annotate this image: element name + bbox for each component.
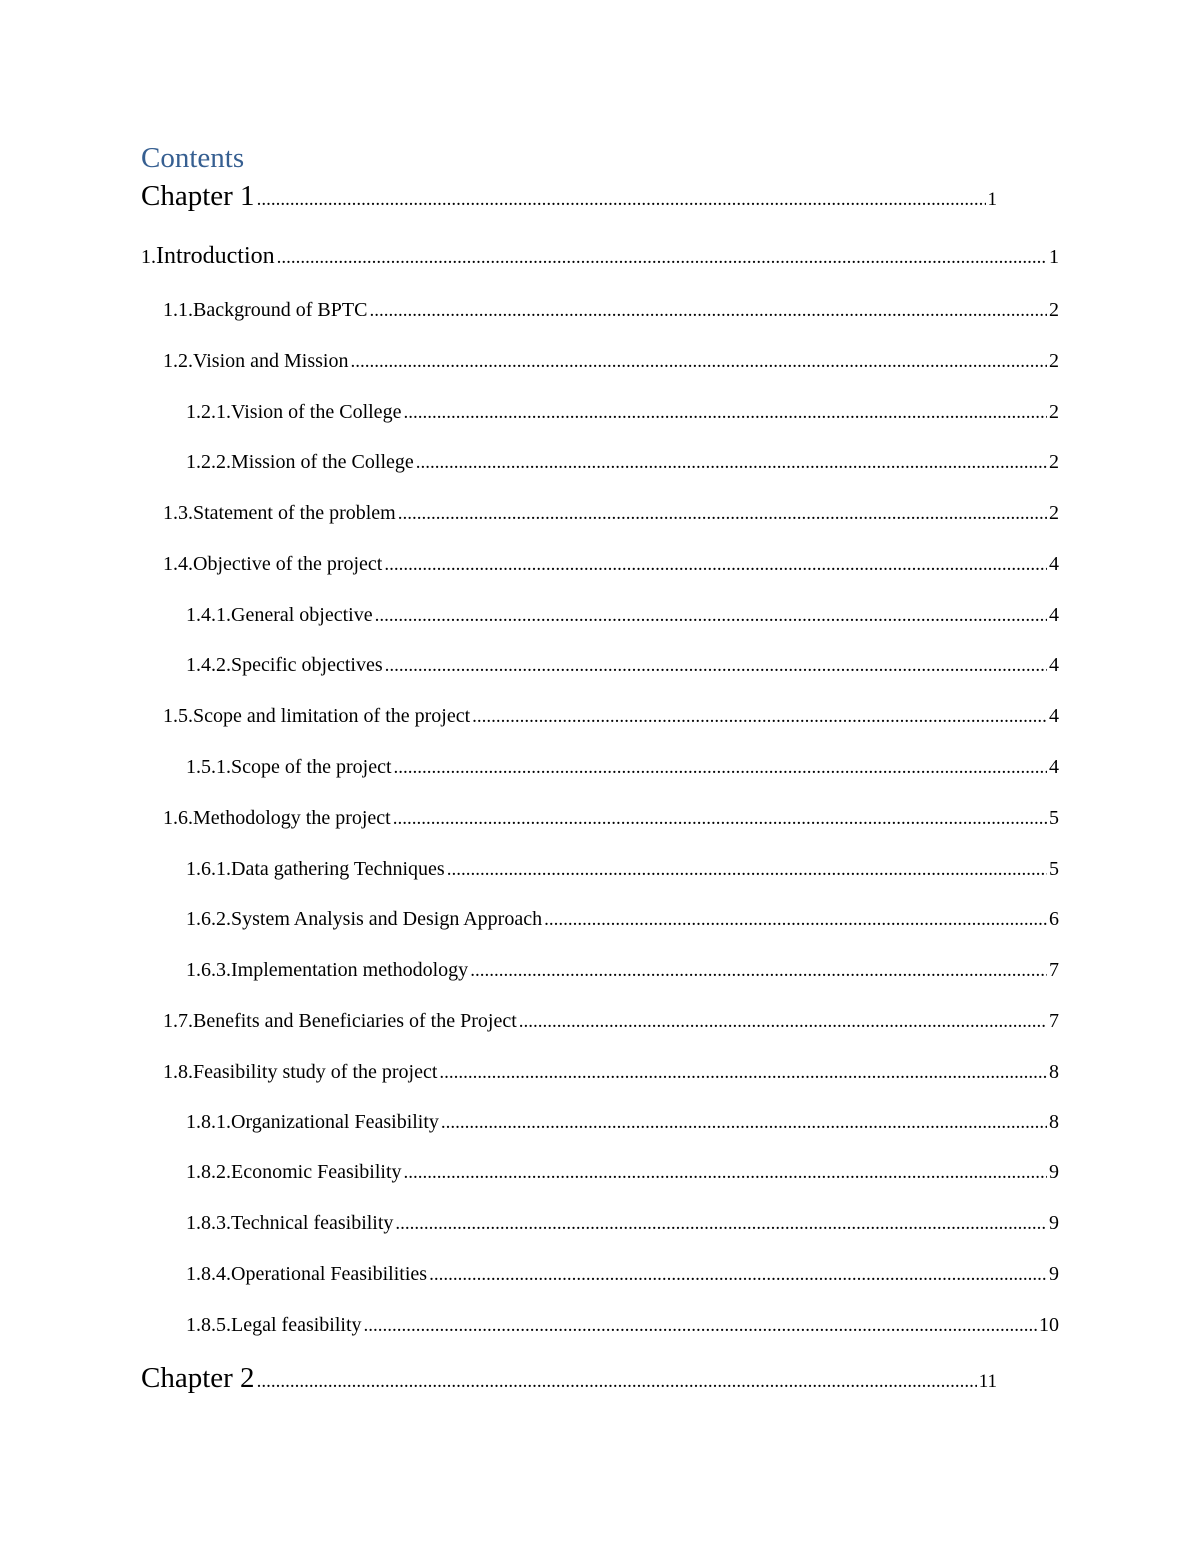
toc-entry-title: Legal feasibility: [231, 1314, 362, 1336]
toc-page-number: 6: [1049, 908, 1059, 930]
toc-leader: [257, 189, 986, 211]
toc-entry[interactable]: [186, 908, 1059, 931]
toc-leader: [369, 300, 1047, 322]
toc-page-number: 7: [1049, 1010, 1059, 1032]
toc-page-number: 2: [1049, 401, 1059, 423]
toc-leader: [404, 1162, 1047, 1184]
toc-heading: Contents: [141, 142, 245, 174]
toc-entry-number: 1.4.1.: [186, 604, 231, 626]
toc-entry-title: Feasibility study of the project: [193, 1061, 438, 1083]
toc-entry-title: General objective: [231, 604, 373, 626]
toc-page-number: 9: [1049, 1263, 1059, 1285]
toc-entry-title: Introduction: [156, 243, 275, 269]
toc-entry-title: Organizational Feasibility: [231, 1111, 439, 1133]
toc-entry[interactable]: [163, 553, 1059, 576]
toc-entry-number: 1.8.5.: [186, 1314, 231, 1336]
toc-leader: [384, 554, 1047, 576]
toc-entry-title: Statement of the problem: [193, 502, 396, 524]
toc-entry-number: 1.2.1.: [186, 401, 231, 423]
toc-page-number: 11: [978, 1371, 997, 1392]
toc-entry-title: Technical feasibility: [231, 1212, 394, 1234]
toc-leader: [395, 1213, 1047, 1235]
toc-page-number: 1: [1049, 246, 1059, 268]
toc-entry[interactable]: [186, 1212, 1059, 1235]
toc-entry[interactable]: [186, 451, 1059, 474]
toc-page-number: 9: [1049, 1212, 1059, 1234]
toc-entry[interactable]: [163, 1061, 1059, 1084]
toc-page-number: 10: [1039, 1314, 1059, 1336]
toc-leader: [439, 1062, 1047, 1084]
toc-chapter-2[interactable]: [141, 1362, 997, 1395]
toc-entry-number: 1.2.: [163, 350, 193, 372]
toc-entry-title: Data gathering Techniques: [231, 858, 445, 880]
toc-entry[interactable]: [186, 1263, 1059, 1286]
toc-page-number: 4: [1049, 553, 1059, 575]
toc-page-number: 9: [1049, 1161, 1059, 1183]
toc-entry-number: 1.8.: [163, 1061, 193, 1083]
toc-page-number: 2: [1049, 502, 1059, 524]
toc-page-number: 2: [1049, 451, 1059, 473]
toc-entry-title: Vision and Mission: [193, 350, 349, 372]
toc-entry-number: 1.2.2.: [186, 451, 231, 473]
toc-entry-title: Background of BPTC: [193, 299, 368, 321]
toc-leader: [385, 655, 1047, 677]
toc-entry[interactable]: [186, 756, 1059, 779]
toc-page-number: 8: [1049, 1061, 1059, 1083]
toc-page-number: 8: [1049, 1111, 1059, 1133]
toc-entry-number: 1.6.1.: [186, 858, 231, 880]
toc-leader: [393, 808, 1047, 830]
toc-chapter-title: Chapter 1: [141, 180, 255, 212]
toc-page-number: 4: [1049, 705, 1059, 727]
toc-entry-number: 1.8.3.: [186, 1212, 231, 1234]
toc-entry-number: 1.6.: [163, 807, 193, 829]
toc-page-number: 5: [1049, 807, 1059, 829]
toc-entry[interactable]: [141, 243, 1059, 270]
toc-leader: [429, 1264, 1047, 1286]
toc-entry-title: Implementation methodology: [231, 959, 469, 981]
toc-chapter-title: Chapter 2: [141, 1362, 255, 1394]
toc-entry-number: 1.8.4.: [186, 1263, 231, 1285]
toc-entry-number: 1.6.3.: [186, 959, 231, 981]
toc-entry-title: Objective of the project: [193, 553, 383, 575]
toc-leader: [519, 1011, 1047, 1033]
toc-entry-number: 1.5.: [163, 705, 193, 727]
toc-page-number: 4: [1049, 604, 1059, 626]
toc-leader: [350, 351, 1047, 373]
toc-page-number: 1: [987, 189, 997, 210]
toc-leader: [403, 402, 1047, 424]
toc-entry[interactable]: [186, 1161, 1059, 1184]
toc-entry[interactable]: [163, 502, 1059, 525]
toc-entry-title: Methodology the project: [193, 807, 391, 829]
toc-leader: [441, 1112, 1047, 1134]
toc-page-number: 4: [1049, 756, 1059, 778]
toc-entry-title: Benefits and Beneficiaries of the Project: [193, 1010, 517, 1032]
toc-entry-title: System Analysis and Design Approach: [231, 908, 543, 930]
toc-leader: [257, 1371, 977, 1393]
toc-entry-title: Scope and limitation of the project: [193, 705, 471, 727]
toc-entry[interactable]: [163, 705, 1059, 728]
toc-entry-number: 1.3.: [163, 502, 193, 524]
toc-entry[interactable]: [163, 1010, 1059, 1033]
toc-entry-title: Operational Feasibilities: [231, 1263, 428, 1285]
toc-entry[interactable]: [186, 959, 1059, 982]
toc-page-number: 2: [1049, 350, 1059, 372]
toc-leader: [472, 706, 1047, 728]
toc-entry-title: Scope of the project: [231, 756, 392, 778]
toc-leader: [416, 452, 1047, 474]
toc-entry[interactable]: [186, 1314, 1059, 1337]
toc-entry-number: 1.8.2.: [186, 1161, 231, 1183]
toc-leader: [375, 605, 1047, 627]
toc-entry[interactable]: [186, 401, 1059, 424]
toc-entry[interactable]: [163, 350, 1059, 373]
toc-entry-title: Vision of the College: [231, 401, 402, 423]
toc-entry-number: 1.1.: [163, 299, 193, 321]
toc-leader: [447, 859, 1047, 881]
toc-entry-number: 1.: [141, 246, 156, 268]
toc-entry[interactable]: [186, 604, 1059, 627]
toc-entry[interactable]: [163, 299, 1059, 322]
toc-page-number: 2: [1049, 299, 1059, 321]
toc-entry-number: 1.7.: [163, 1010, 193, 1032]
toc-entry-number: 1.5.1.: [186, 756, 231, 778]
toc-entry-title: Mission of the College: [231, 451, 414, 473]
toc-chapter-1[interactable]: [141, 180, 997, 213]
toc-entry[interactable]: [186, 654, 1059, 677]
toc-leader: [470, 960, 1047, 982]
toc-page-number: 4: [1049, 654, 1059, 676]
toc-entry-title: Specific objectives: [231, 654, 383, 676]
toc-page-number: 7: [1049, 959, 1059, 981]
toc-entry-title: Economic Feasibility: [231, 1161, 402, 1183]
toc-entry-number: 1.4.: [163, 553, 193, 575]
toc-page-number: 5: [1049, 858, 1059, 880]
toc-leader: [277, 247, 1047, 269]
toc-leader: [398, 503, 1047, 525]
toc-entry[interactable]: [163, 807, 1059, 830]
toc-leader: [544, 909, 1047, 931]
toc-entry[interactable]: [186, 858, 1059, 881]
toc-entry-number: 1.4.2.: [186, 654, 231, 676]
toc-leader: [364, 1315, 1037, 1337]
toc-entry[interactable]: [186, 1111, 1059, 1134]
toc-entry-number: 1.6.2.: [186, 908, 231, 930]
toc-entry-number: 1.8.1.: [186, 1111, 231, 1133]
toc-leader: [394, 757, 1048, 779]
